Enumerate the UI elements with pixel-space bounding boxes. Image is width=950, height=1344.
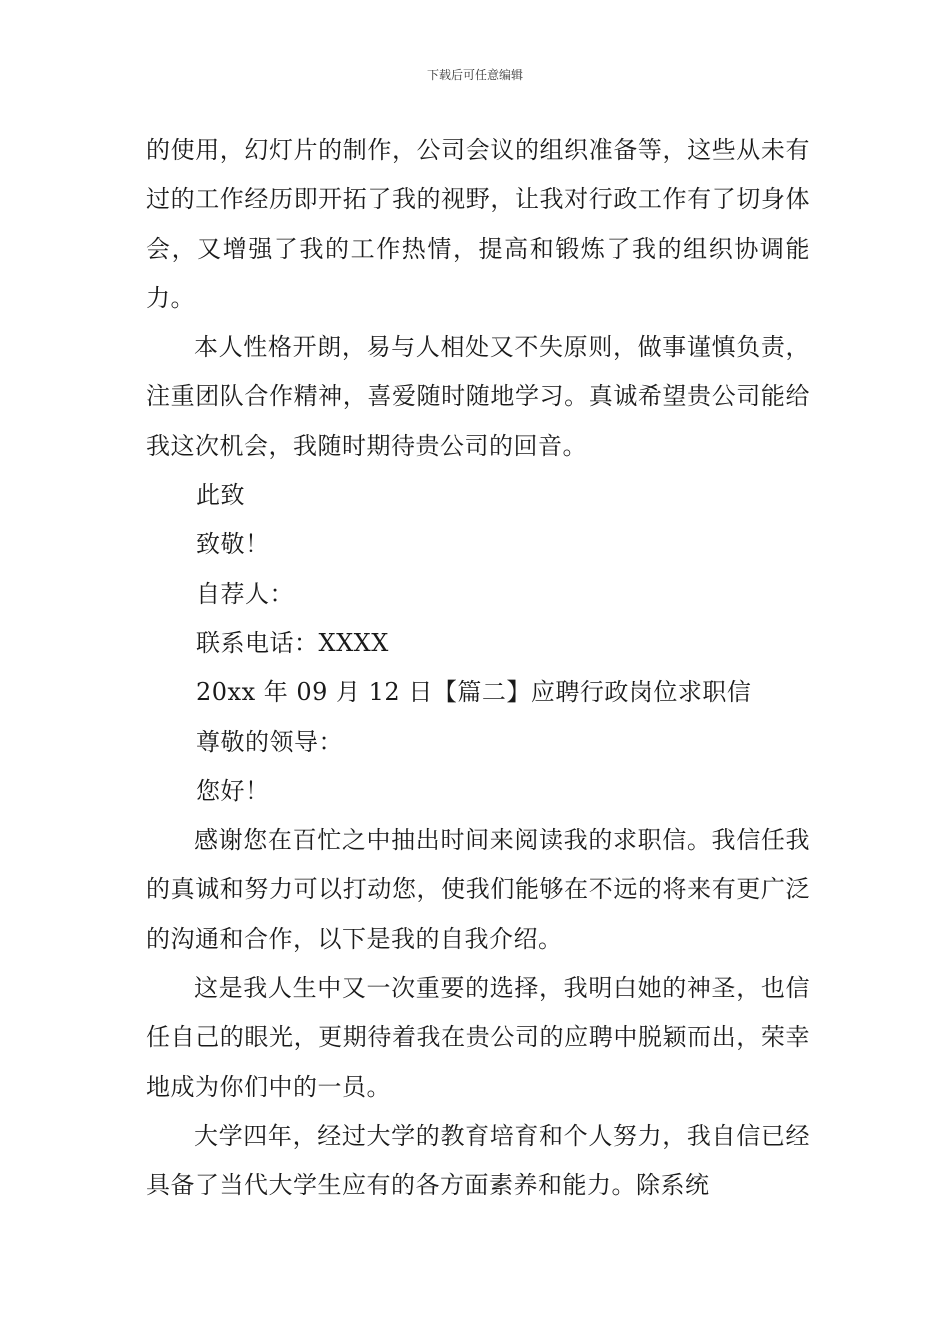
paragraph-work-experience: 的使用，幻灯片的制作，公司会议的组织准备等，这些从未有过的工作经历即开拓了我的视野，让我对行政工作有了切身体会，又增强了我的工作热情，提高和锻炼了我的组织协调能力。 [146, 136, 810, 312]
paragraph-thanks: 感谢您在百忙之中抽出时间来阅读我的求职信。我信任我的真诚和努力可以打动您，使我们能够在不远的将来有更广泛的沟通和合作，以下是我的自我介绍。 [146, 826, 810, 953]
greeting: 您好！ [196, 776, 270, 805]
closing-cizhi: 此致 [196, 481, 245, 510]
salutation: 尊敬的领导： [196, 727, 343, 756]
signer-line: 自荐人： [196, 579, 294, 608]
page-header: 下载后可任意编辑 [426, 68, 523, 82]
paragraph-university: 大学四年，经过大学的教育培育和个人努力，我自信已经具备了当代大学生应有的各方面素养和能力。除系统 [146, 1121, 810, 1200]
phone-line: 联系电话：XXXX [196, 628, 389, 657]
document-body [146, 126, 810, 1211]
closing-zhijing: 致敬！ [196, 530, 270, 559]
paragraph-personality: 本人性格开朗，易与人相处又不失原则，做事谨慎负责，注重团队合作精神，喜爱随时随地学习。真诚希望贵公司能给我这次机会，我随时期待贵公司的回音。 [146, 333, 810, 460]
paragraph-choice: 这是我人生中又一次重要的选择，我明白她的神圣，也信任自己的眼光，更期待着我在贵公司的应聘中脱颖而出，荣幸地成为你们中的一员。 [146, 974, 810, 1101]
date-and-section-title: 20xx 年 09 月 12 日【篇二】应聘行政岗位求职信 [196, 678, 752, 707]
